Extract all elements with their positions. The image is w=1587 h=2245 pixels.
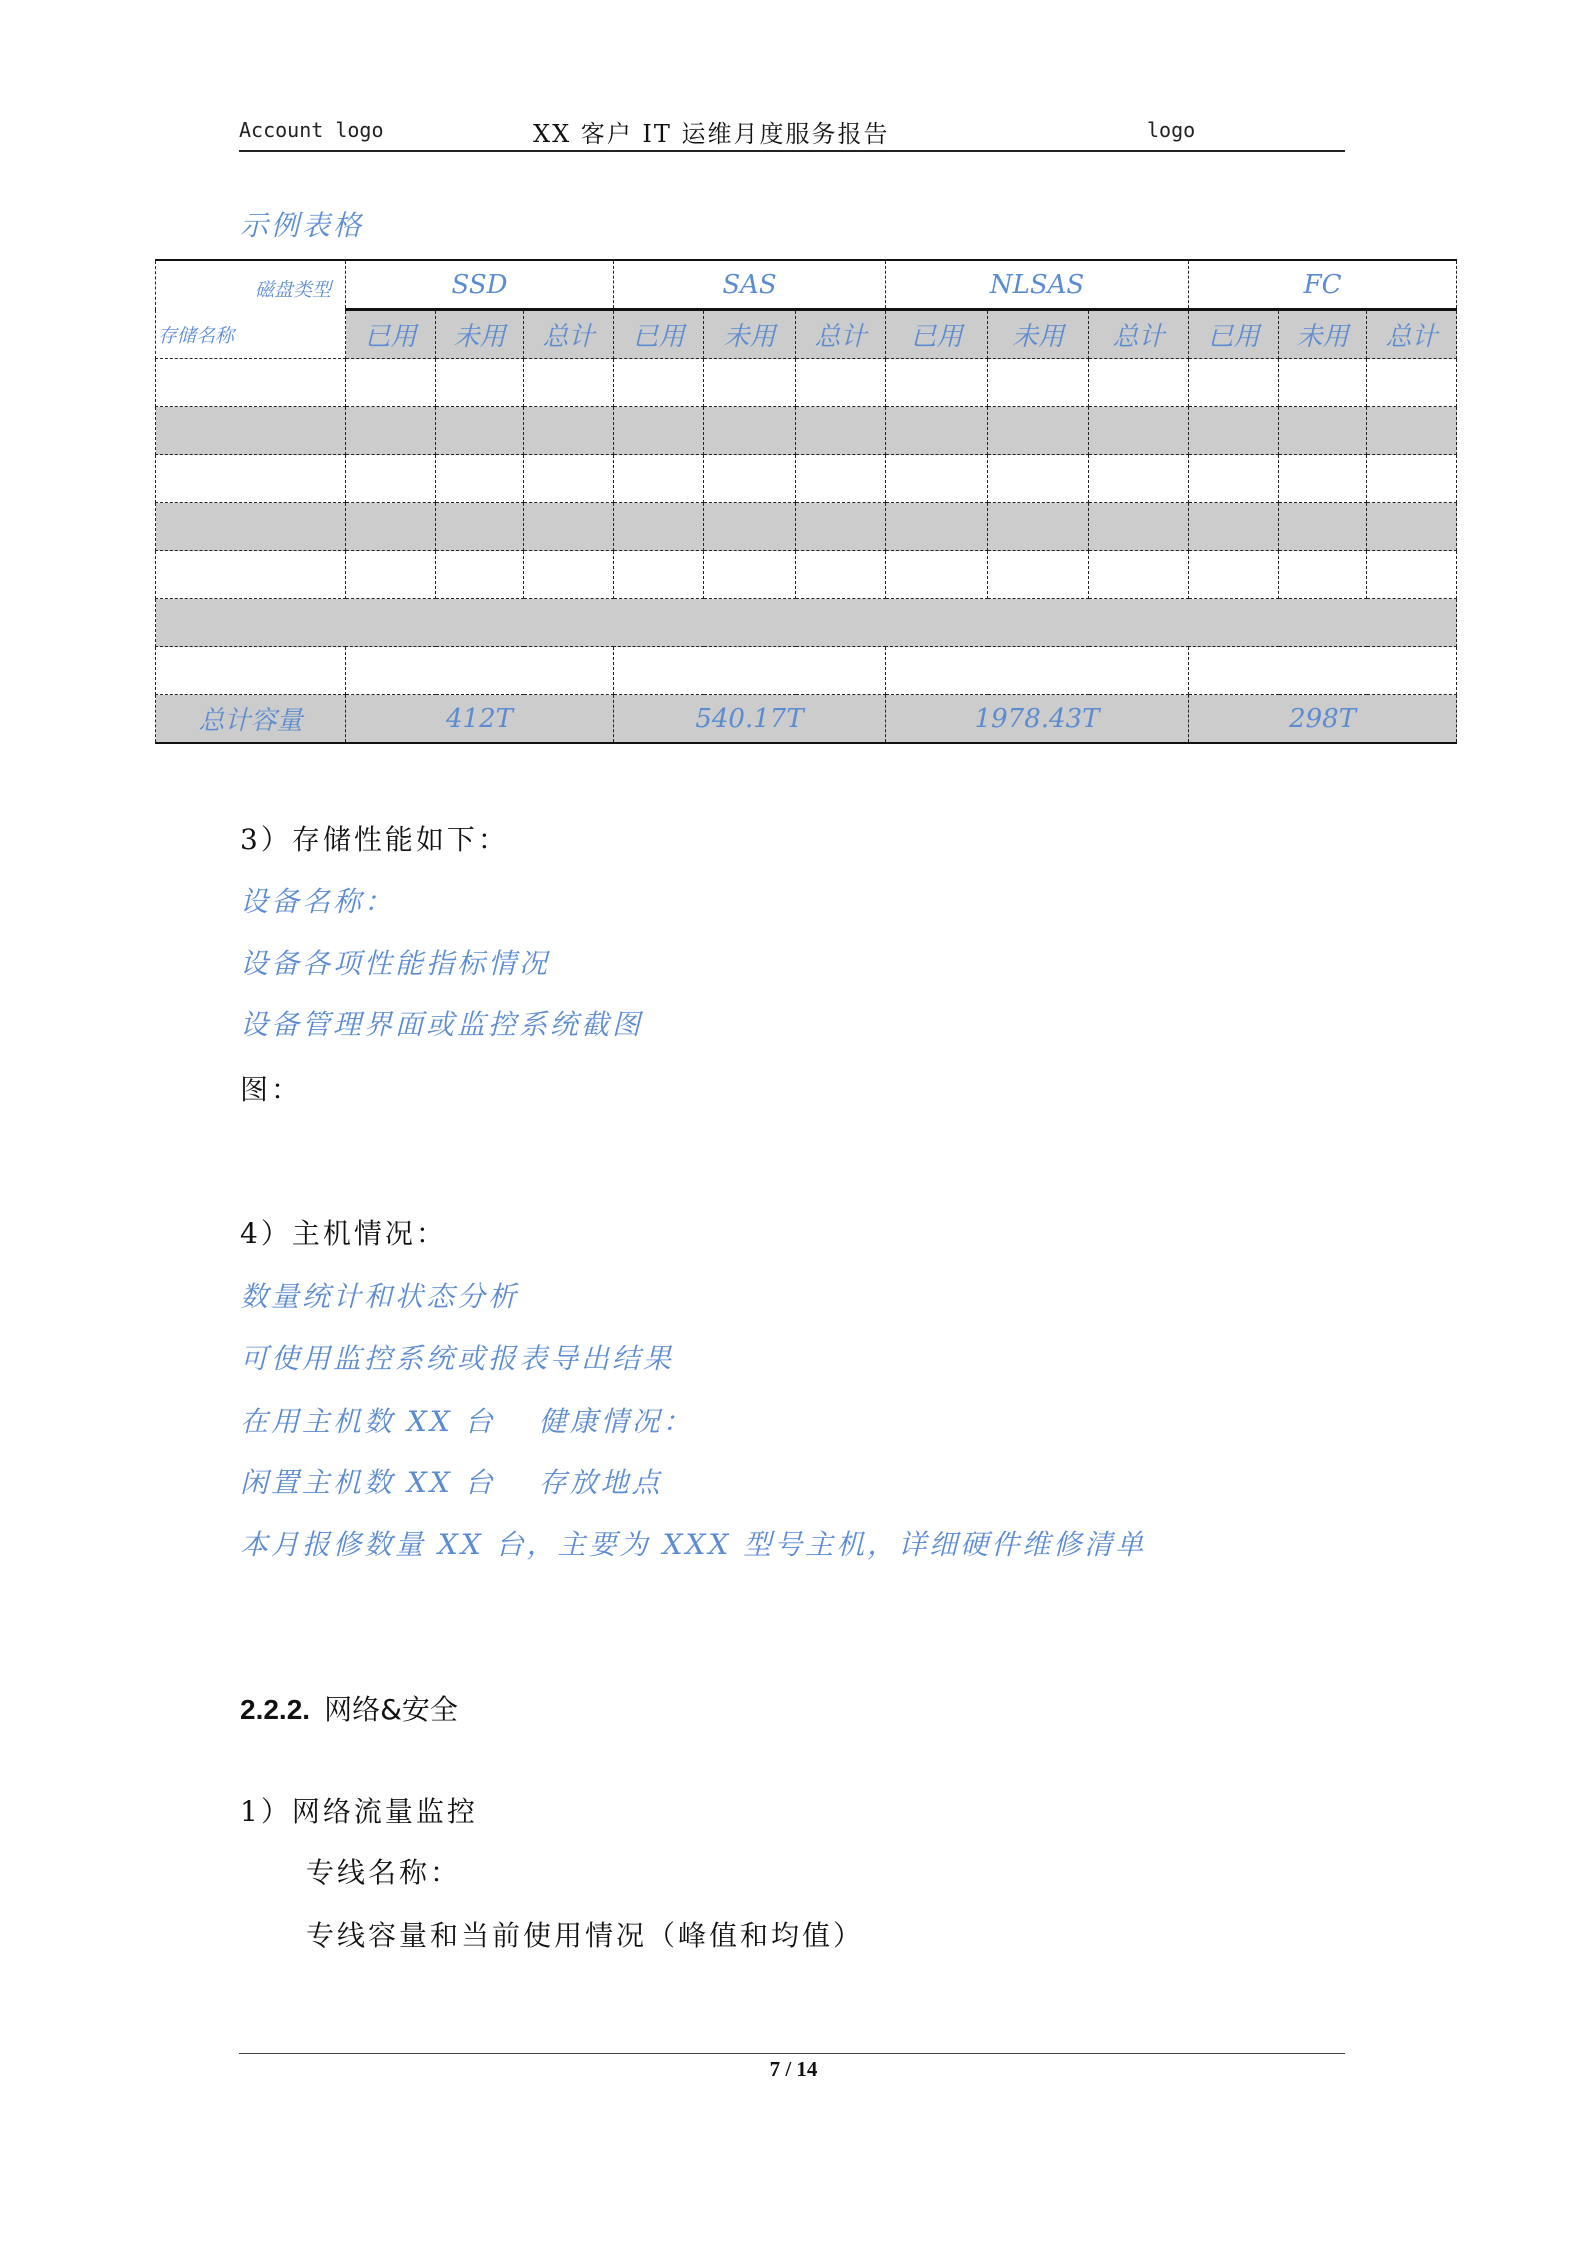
table-cell [796,551,886,599]
section3-line: 设备管理界面或监控系统截图 [240,1008,644,1041]
table-cell [346,503,436,551]
table-cell [156,503,346,551]
table-cell [988,455,1089,503]
section4-line: 本月报修数量 XX 台，主要为 XXX 型号主机，详细硬件维修清单 [240,1528,1147,1561]
table-cell [704,455,796,503]
table-cell [1089,407,1189,455]
table-row [156,551,1457,599]
section4-heading: 4）主机情况： [240,1217,447,1250]
corner-disk-type: 磁盘类型 [254,279,331,301]
group-ssd: SSD [346,260,614,310]
table-cell [886,455,988,503]
corner-cell [156,260,346,359]
section4-line: 数量统计和状态分析 [240,1280,520,1313]
subheader-cell: 总计 [796,310,886,359]
table-cell [436,359,524,407]
table-cell [988,359,1089,407]
table-cell [436,455,524,503]
table-row [156,359,1457,407]
header-logo: logo [1147,118,1196,142]
table-cell [436,407,524,455]
table-cell [704,407,796,455]
subsection-title: 网络&安全 [324,1693,458,1726]
table-cell [614,455,704,503]
total-nlsas: 1978.43T [886,695,1189,744]
table-cell [886,407,988,455]
table-cell [1279,503,1367,551]
table-cell [1367,359,1457,407]
table-cell [156,551,346,599]
table-cell [1189,551,1279,599]
network-line: 专线容量和当前使用情况（峰值和均值） [306,1919,865,1952]
subheader-cell: 已用 [346,310,436,359]
page-number: 7 / 14 [769,2057,818,2081]
subsection-heading [240,1688,458,1728]
table-cell [796,359,886,407]
table-cell [524,551,614,599]
subheader-cell: 已用 [886,310,988,359]
table-cell [1279,407,1367,455]
table-cell [524,455,614,503]
subheader-cell: 未用 [1279,310,1367,359]
table-cell [436,503,524,551]
table-cell [156,359,346,407]
table-cell [1189,503,1279,551]
table-cell [988,551,1089,599]
table-cell [796,503,886,551]
table-cell [346,407,436,455]
subheader-cell: 已用 [1189,310,1279,359]
table-cell [614,359,704,407]
subheader-cell: 总计 [1089,310,1189,359]
table-cell [988,503,1089,551]
corner-storage-name: 存储名称 [158,325,235,347]
table-cell [1367,455,1457,503]
table-cell [796,407,886,455]
table-cell [1189,407,1279,455]
storage-table [155,259,1457,744]
subheader-cell: 未用 [436,310,524,359]
footer-rule [239,2053,1345,2054]
section3-line: 设备各项性能指标情况 [240,947,551,980]
group-nlsas: NLSAS [886,260,1189,310]
table-cell [1089,359,1189,407]
subheader-cell: 未用 [988,310,1089,359]
table-cell [524,359,614,407]
header-rule [239,150,1345,152]
table-cell [346,455,436,503]
table-cell [156,599,1457,647]
table-cell [1189,359,1279,407]
network-line: 专线名称： [306,1856,462,1889]
table-cell [524,503,614,551]
table-row [156,599,1457,647]
total-fc: 298T [1189,695,1457,744]
table-cell [886,647,1189,695]
section4-line: 在用主机数 XX 台 健康情况： [240,1405,694,1438]
total-label: 总计容量 [156,695,346,744]
table-cell [524,407,614,455]
table-cell [346,359,436,407]
network-heading: 1）网络流量监控 [240,1795,478,1828]
table-cell [1189,455,1279,503]
table-cell [614,503,704,551]
subheader-cell: 总计 [1367,310,1457,359]
subheader-cell: 未用 [704,310,796,359]
table-cell [346,551,436,599]
table-caption: 示例表格 [240,209,365,242]
table-cell [886,551,988,599]
table-cell [1189,647,1457,695]
table-cell [1279,551,1367,599]
table-row [156,407,1457,455]
table-cell [156,407,346,455]
table-cell [1279,455,1367,503]
table-cell [1089,503,1189,551]
table-cell [156,455,346,503]
subheader-cell: 总计 [524,310,614,359]
figure-label: 图： [240,1073,303,1106]
table-cell [704,359,796,407]
total-sas: 540.17T [614,695,886,744]
section3-line: 设备名称： [240,885,396,918]
table-cell [614,407,704,455]
table-cell [704,551,796,599]
table-cell [988,407,1089,455]
table-cell [704,503,796,551]
table-cell [614,647,886,695]
group-fc: FC [1189,260,1457,310]
table-cell [436,551,524,599]
subheader-cell: 已用 [614,310,704,359]
table-cell [1089,551,1189,599]
table-row [156,503,1457,551]
header-account-logo: Account logo [239,118,384,142]
table-cell [1367,407,1457,455]
total-ssd: 412T [346,695,614,744]
table-cell [614,551,704,599]
table-cell [796,455,886,503]
table-cell [1089,455,1189,503]
table-cell [1279,359,1367,407]
header-title: XX 客户 IT 运维月度服务报告 [533,120,890,148]
table-cell [886,503,988,551]
table-cell [156,647,346,695]
section4-line: 闲置主机数 XX 台 存放地点 [240,1466,663,1499]
table-cell [1367,503,1457,551]
table-row [156,455,1457,503]
subsection-number: 2.2.2. [240,1694,311,1725]
table-row [156,647,1457,695]
table-cell [1367,551,1457,599]
table-cell [346,647,614,695]
section4-line: 可使用监控系统或报表导出结果 [240,1342,675,1375]
table-cell [886,359,988,407]
group-sas: SAS [614,260,886,310]
section3-heading: 3）存储性能如下： [240,823,509,856]
